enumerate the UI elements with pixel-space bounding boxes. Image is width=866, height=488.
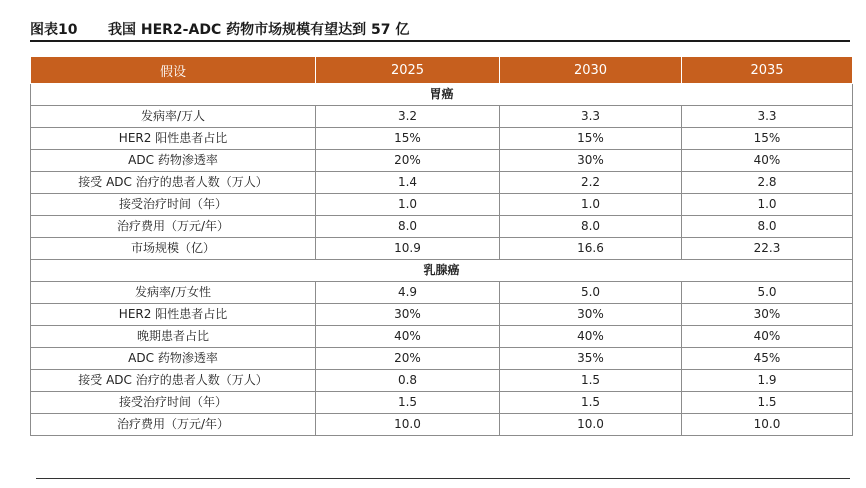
row-value: 40% xyxy=(316,326,500,348)
row-value: 8.0 xyxy=(500,216,682,238)
row-value: 1.5 xyxy=(500,370,682,392)
row-value: 40% xyxy=(500,326,682,348)
row-value: 30% xyxy=(682,304,853,326)
table-row xyxy=(31,172,853,194)
row-value: 1.0 xyxy=(316,194,500,216)
row-value: 40% xyxy=(682,150,853,172)
row-value: 1.9 xyxy=(682,370,853,392)
section-title: 乳腺癌 xyxy=(31,260,853,282)
row-label: HER2 阳性患者占比 xyxy=(31,128,316,150)
row-value: 2.2 xyxy=(500,172,682,194)
row-value: 4.9 xyxy=(316,282,500,304)
table-header-row xyxy=(31,57,853,84)
table-row xyxy=(31,106,853,128)
row-value: 15% xyxy=(500,128,682,150)
row-value: 22.3 xyxy=(682,238,853,260)
row-value: 15% xyxy=(682,128,853,150)
header-2030: 2030 xyxy=(500,57,682,84)
row-label: 发病率/万女性 xyxy=(31,282,316,304)
table-row xyxy=(31,216,853,238)
row-label: 接受 ADC 治疗的患者人数（万人） xyxy=(31,172,316,194)
row-label: 接受治疗时间（年） xyxy=(31,194,316,216)
header-2025: 2025 xyxy=(316,57,500,84)
row-value: 1.0 xyxy=(500,194,682,216)
table-row xyxy=(31,304,853,326)
row-value: 10.0 xyxy=(316,414,500,436)
row-value: 10.0 xyxy=(682,414,853,436)
row-value: 35% xyxy=(500,348,682,370)
row-label: 接受 ADC 治疗的患者人数（万人） xyxy=(31,370,316,392)
row-value: 15% xyxy=(316,128,500,150)
row-value: 30% xyxy=(500,150,682,172)
row-value: 8.0 xyxy=(316,216,500,238)
row-value: 30% xyxy=(500,304,682,326)
table-row xyxy=(31,326,853,348)
figure-label: 图表10 xyxy=(30,22,78,38)
row-label: 治疗费用（万元/年） xyxy=(31,414,316,436)
section-title: 胃癌 xyxy=(31,84,853,106)
row-value: 3.2 xyxy=(316,106,500,128)
row-value: 20% xyxy=(316,348,500,370)
row-value: 3.3 xyxy=(682,106,853,128)
figure-title xyxy=(30,20,850,42)
row-value: 0.8 xyxy=(316,370,500,392)
table-row xyxy=(31,370,853,392)
row-value: 5.0 xyxy=(682,282,853,304)
row-label: 发病率/万人 xyxy=(31,106,316,128)
row-value: 5.0 xyxy=(500,282,682,304)
row-value: 3.3 xyxy=(500,106,682,128)
table-row xyxy=(31,392,853,414)
row-value: 1.5 xyxy=(316,392,500,414)
row-value: 40% xyxy=(682,326,853,348)
row-value: 1.0 xyxy=(682,194,853,216)
row-label: HER2 阳性患者占比 xyxy=(31,304,316,326)
row-value: 8.0 xyxy=(682,216,853,238)
figure-title-text: 我国 HER2-ADC 药物市场规模有望达到 57 亿 xyxy=(108,22,410,38)
table-row xyxy=(31,348,853,370)
table-body xyxy=(31,84,853,436)
header-2035: 2035 xyxy=(682,57,853,84)
row-label: 接受治疗时间（年） xyxy=(31,392,316,414)
row-value: 30% xyxy=(316,304,500,326)
market-size-table xyxy=(30,56,853,436)
row-value: 20% xyxy=(316,150,500,172)
row-value: 1.5 xyxy=(500,392,682,414)
row-value: 45% xyxy=(682,348,853,370)
row-label: ADC 药物渗透率 xyxy=(31,150,316,172)
row-value: 10.9 xyxy=(316,238,500,260)
row-value: 16.6 xyxy=(500,238,682,260)
table-row xyxy=(31,238,853,260)
row-value: 2.8 xyxy=(682,172,853,194)
table-row xyxy=(31,282,853,304)
row-value: 10.0 xyxy=(500,414,682,436)
table-row xyxy=(31,128,853,150)
row-label: 治疗费用（万元/年） xyxy=(31,216,316,238)
table-row xyxy=(31,194,853,216)
row-value: 1.4 xyxy=(316,172,500,194)
row-label: ADC 药物渗透率 xyxy=(31,348,316,370)
header-assumption: 假设 xyxy=(31,57,316,84)
table-row xyxy=(31,150,853,172)
section-row xyxy=(31,260,853,282)
row-label: 市场规模（亿） xyxy=(31,238,316,260)
section-row xyxy=(31,84,853,106)
footer-divider xyxy=(36,478,850,479)
row-value: 1.5 xyxy=(682,392,853,414)
table-row xyxy=(31,414,853,436)
row-label: 晚期患者占比 xyxy=(31,326,316,348)
